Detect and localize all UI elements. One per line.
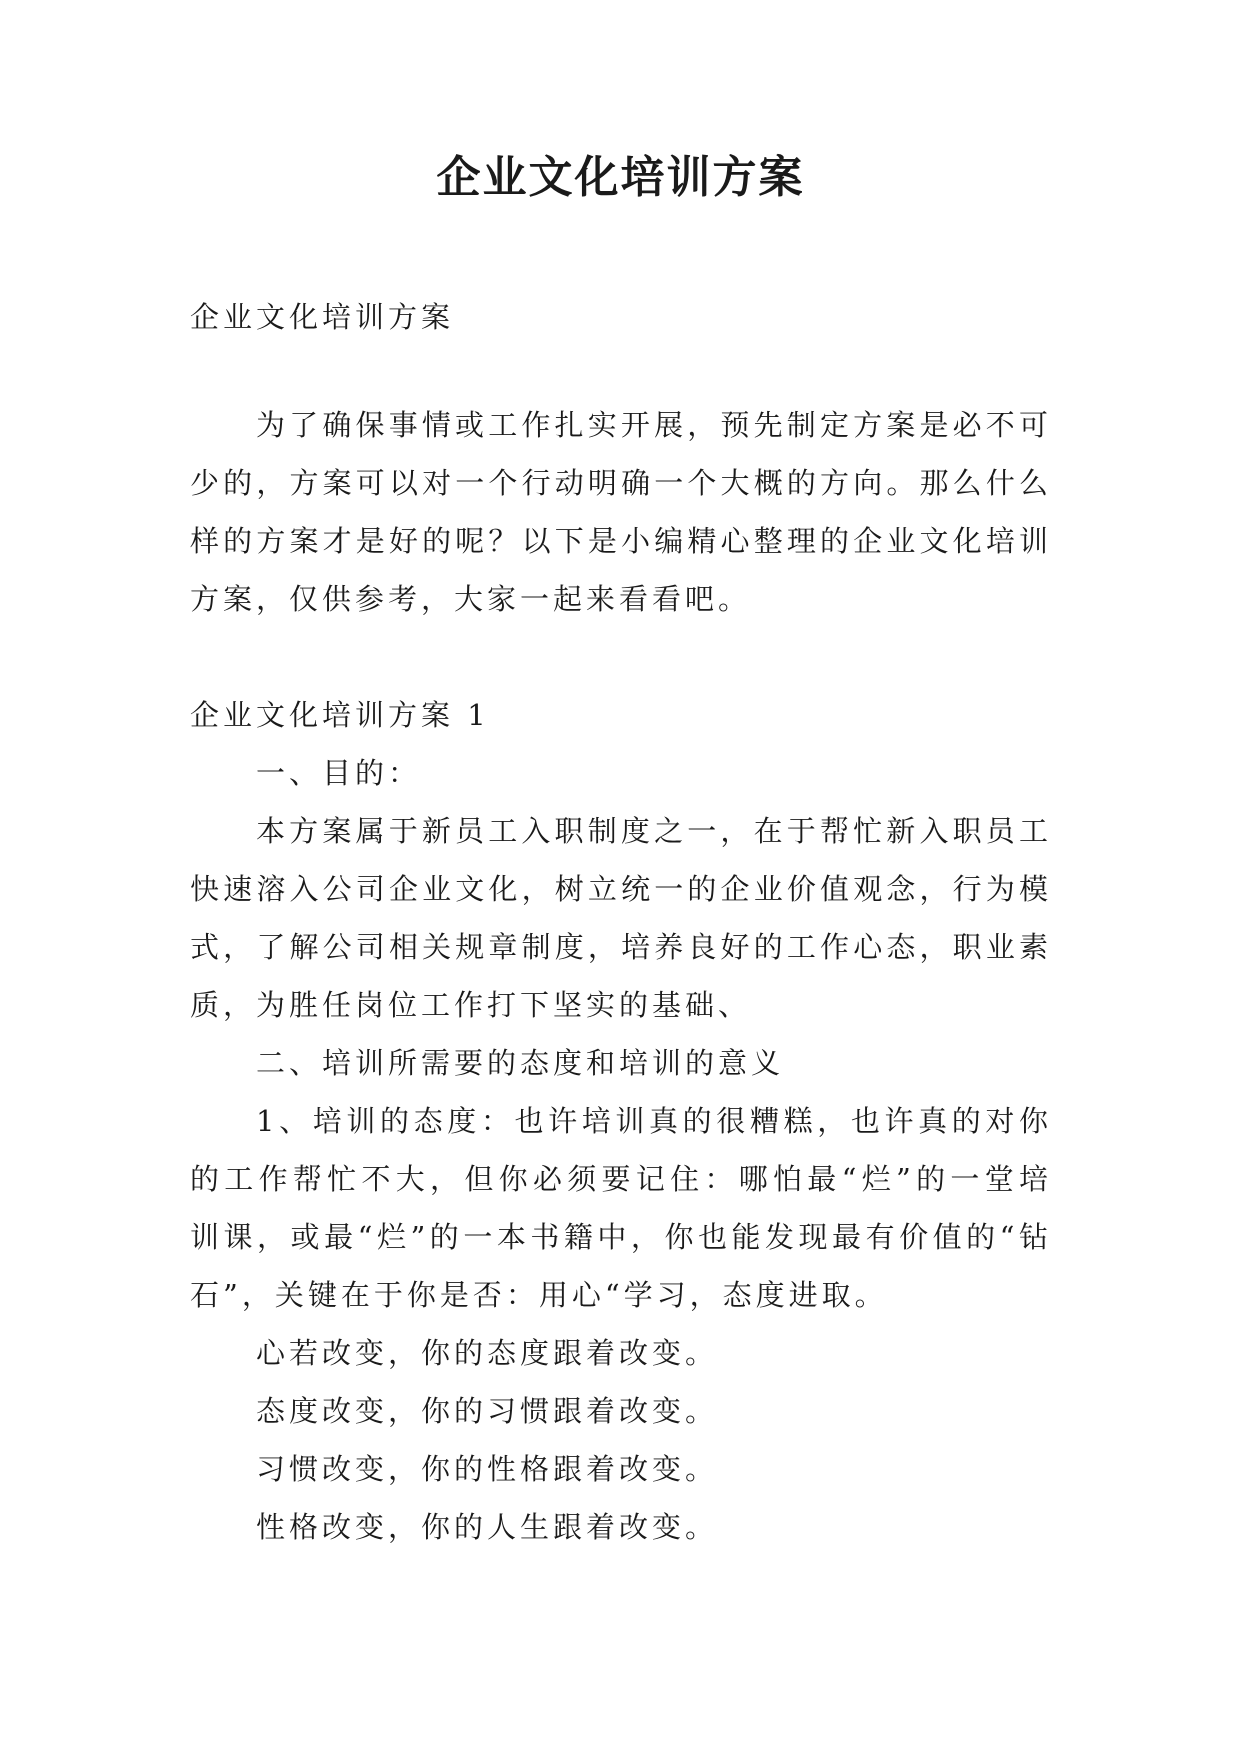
closing-line-3: 习惯改变，你的性格跟着改变。 <box>256 1452 719 1486</box>
document-body <box>190 288 1052 1556</box>
attitude-paragraph: 1、培训的态度：也许培训真的很糟糕，也许真的对你的工作帮忙不大，但你必须要记住：哪怕最“烂”的一堂培训课，或最“烂”的一本书籍中，你也能发现最有价值的“钻石”，关键在于你是否：用心“学习，态度进取。 <box>190 1104 1052 1312</box>
closing-line-1: 心若改变，你的态度跟着改变。 <box>256 1336 719 1370</box>
document-title: 企业文化培训方案 <box>436 152 805 203</box>
section-heading: 企业文化培训方案 1 <box>190 698 490 732</box>
closing-line-2: 态度改变，你的习惯跟着改变。 <box>256 1394 719 1428</box>
purpose-heading: 一、目的： <box>256 756 422 790</box>
purpose-paragraph: 本方案属于新员工入职制度之一，在于帮忙新入职员工快速溶入公司企业文化，树立统一的企业价值观念，行为模式，了解公司相关规章制度，培养良好的工作心态，职业素质，为胜任岗位工作打下坚实的基础、 <box>190 814 1052 1022</box>
closing-line-4: 性格改变，你的人生跟着改变。 <box>256 1510 719 1544</box>
intro-paragraph: 为了确保事情或工作扎实开展，预先制定方案是必不可少的，方案可以对一个行动明确一个大概的方向。那么什么样的方案才是好的呢？以下是小编精心整理的企业文化培训方案，仅供参考，大家一起来看看吧。 <box>190 408 1052 616</box>
document-subtitle: 企业文化培训方案 <box>190 300 455 334</box>
attitude-heading: 二、培训所需要的态度和培训的意义 <box>256 1046 785 1080</box>
